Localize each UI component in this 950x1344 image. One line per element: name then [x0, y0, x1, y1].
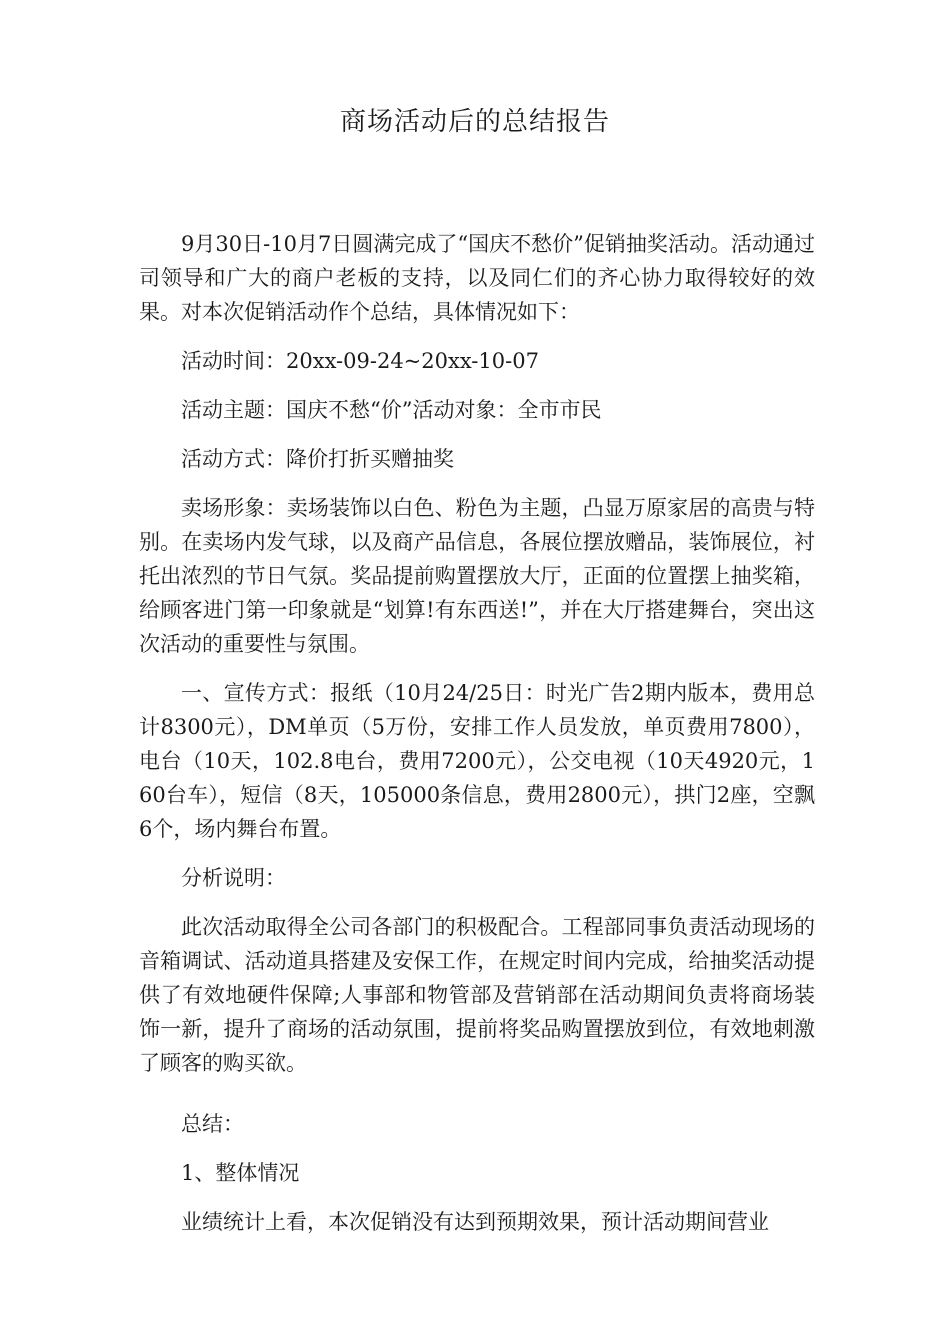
paragraph-activity-method: 活动方式：降价打折买赠抽奖 [181, 447, 454, 471]
paragraph-overall: 业绩统计上看，本次促销没有达到预期效果，预计活动期间营业 [181, 1210, 769, 1234]
paragraph-overall-heading: 1、整体情况 [181, 1161, 300, 1185]
document-title: 商场活动后的总结报告 [339, 107, 610, 137]
paragraph-promotion: 一、宣传方式：报纸（10月24/25日：时光广告2期内版本，费用总计8300元），DM单页（5万份，安排工作人员发放，单页费用7800），电台（10天，102.8电台，费用7200元），公交电视（10天4920元，160台车），短信（8天，105000条信息，费用2800元），拱门2座，空飘6个，场内舞台布置。 [139, 681, 815, 841]
paragraph-activity-theme: 活动主题：国庆不愁“价”活动对象：全市市民 [181, 398, 602, 422]
paragraph-intro: 9月30日-10月7日圆满完成了“国庆不愁价”促销抽奖活动。活动通过司领导和广大的商户老板的支持，以及同仁们的齐心协力取得较好的效果。对本次促销活动作个总结，具体情况如下： [139, 232, 815, 324]
paragraph-store-image: 卖场形象：卖场装饰以白色、粉色为主题，凸显万原家居的高贵与特别。在卖场内发气球，以及商产品信息，各展位摆放赠品，装饰展位，衬托出浓烈的节日气氛。奖品提前购置摆放大厅，正面的位置摆上抽奖箱，给顾客进门第一印象就是“划算!有东西送!”，并在大厅搭建舞台，突出这次活动的重要性与氛围。 [139, 496, 815, 656]
paragraph-activity-time: 活动时间：20xx-09-24~20xx-10-07 [181, 349, 539, 373]
paragraph-analysis-heading: 分析说明： [181, 866, 286, 890]
document-body [139, 227, 815, 1254]
paragraph-analysis: 此次活动取得全公司各部门的积极配合。工程部同事负责活动现场的音箱调试、活动道具搭建及安保工作，在规定时间内完成，给抽奖活动提供了有效地硬件保障;人事部和物管部及营销部在活动期间负责将商场装饰一新，提升了商场的活动氛围，提前将奖品购置摆放到位，有效地刺激了顾客的购买欲。 [139, 915, 815, 1075]
paragraph-summary-heading: 总结： [181, 1112, 244, 1136]
